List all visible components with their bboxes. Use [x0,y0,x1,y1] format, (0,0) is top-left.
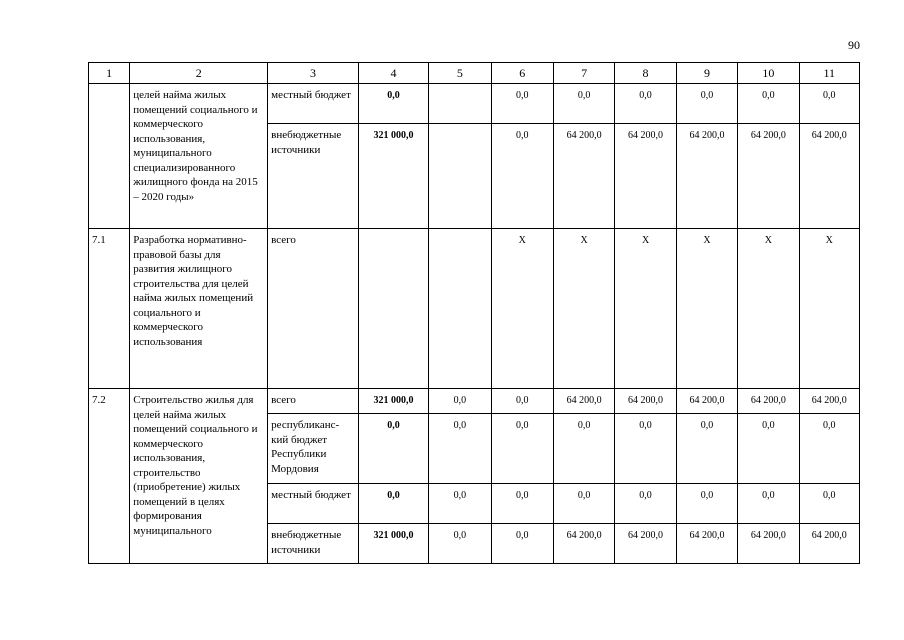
funding-source-cell: местный бюджет [268,484,359,524]
value-cell: 64 200,0 [615,389,676,414]
value-cell: 0,0 [799,484,859,524]
value-cell: 0,0 [553,484,614,524]
value-cell: 0,0 [491,84,553,124]
value-cell [429,229,491,389]
item-name-cell: Разработка нормативно-правовой базы для развития жилищного строительства для целей найма жилых помещений социального и коммерческого использования [130,229,268,389]
header-cell: 3 [268,63,359,84]
item-number-cell: 7.2 [89,389,130,564]
value-cell: 0,0 [491,389,553,414]
value-cell: 0,0 [799,84,859,124]
funding-source-cell: всего [268,389,359,414]
value-cell: 0,0 [429,524,491,564]
value-cell: 0,0 [676,414,737,484]
funding-source-cell: всего [268,229,359,389]
value-cell: 64 200,0 [553,124,614,229]
header-cell: 5 [429,63,491,84]
value-cell: 64 200,0 [615,124,676,229]
value-cell: 0,0 [738,484,799,524]
header-cell: 9 [676,63,737,84]
value-cell: 64 200,0 [738,124,799,229]
value-cell: 0,0 [738,414,799,484]
header-cell: 8 [615,63,676,84]
value-cell: 0,0 [615,84,676,124]
value-cell: 0,0 [429,484,491,524]
value-cell: X [738,229,799,389]
funding-source-cell: внебюджетные источники [268,124,359,229]
budget-table [88,62,860,564]
total-cell: 0,0 [358,484,428,524]
value-cell: 64 200,0 [799,124,859,229]
header-cell: 7 [553,63,614,84]
value-cell: 0,0 [738,84,799,124]
funding-source-cell: республиканс-кий бюджет Республики Мордовия [268,414,359,484]
value-cell: 64 200,0 [676,524,737,564]
header-row [89,63,860,84]
value-cell: 0,0 [491,484,553,524]
page-number: 90 [848,38,860,52]
funding-source-cell: внебюджетные источники [268,524,359,564]
value-cell [429,84,491,124]
value-cell: 0,0 [615,484,676,524]
header-cell: 10 [738,63,799,84]
value-cell: 0,0 [429,389,491,414]
value-cell: 64 200,0 [676,124,737,229]
value-cell: 0,0 [799,414,859,484]
value-cell: 0,0 [491,414,553,484]
value-cell: 64 200,0 [676,389,737,414]
value-cell: 0,0 [553,414,614,484]
header-cell: 6 [491,63,553,84]
total-cell: 0,0 [358,84,428,124]
table-row [89,229,860,389]
value-cell [429,124,491,229]
value-cell: X [553,229,614,389]
item-number-cell: 7.1 [89,229,130,389]
value-cell: X [799,229,859,389]
value-cell: 0,0 [676,84,737,124]
header-cell: 1 [89,63,130,84]
item-number-cell [89,84,130,229]
header-cell: 11 [799,63,859,84]
value-cell: 64 200,0 [615,524,676,564]
value-cell: 0,0 [429,414,491,484]
value-cell: 64 200,0 [738,389,799,414]
funding-source-cell: местный бюджет [268,84,359,124]
table-row [89,84,860,124]
total-cell [358,229,428,389]
value-cell: 64 200,0 [738,524,799,564]
value-cell: 64 200,0 [799,524,859,564]
header-cell: 2 [130,63,268,84]
value-cell: 0,0 [491,524,553,564]
value-cell: 0,0 [491,124,553,229]
total-cell: 0,0 [358,414,428,484]
value-cell: X [676,229,737,389]
total-cell: 321 000,0 [358,124,428,229]
value-cell: X [491,229,553,389]
value-cell: X [615,229,676,389]
value-cell: 0,0 [676,484,737,524]
value-cell: 0,0 [553,84,614,124]
item-name-cell: Строительство жилья для целей найма жилых помещений социального и коммерческого использования, строительство (приобретение) жилых помещений в целях формирования муниципального [130,389,268,564]
header-cell: 4 [358,63,428,84]
total-cell: 321 000,0 [358,524,428,564]
value-cell: 64 200,0 [553,389,614,414]
table-row [89,389,860,414]
value-cell: 64 200,0 [799,389,859,414]
total-cell: 321 000,0 [358,389,428,414]
item-name-cell: целей найма жилых помещений социального и коммерческого использования, муниципального специализированного жилищного фонда на 2015 – 2020 годы» [130,84,268,229]
value-cell: 64 200,0 [553,524,614,564]
value-cell: 0,0 [615,414,676,484]
